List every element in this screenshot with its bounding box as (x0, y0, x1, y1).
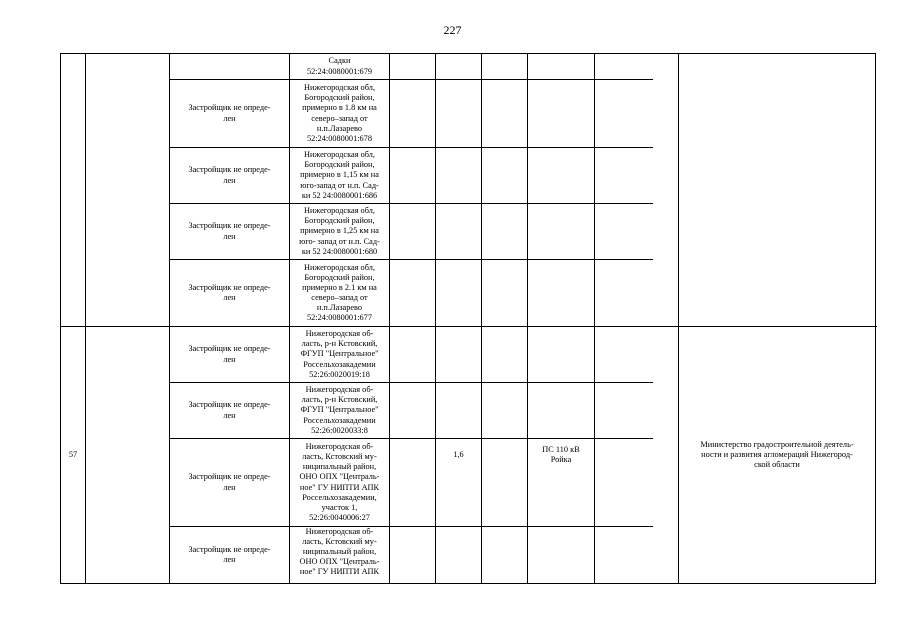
substation-cell: ПС 110 кВ Ройка (542, 444, 580, 464)
location-cell: Нижегородская об- ласть, Кстовский му- ниципальный район, ОНО ОПХ "Централь- ное" ГУ НИПТИ АПК (299, 527, 380, 577)
developer-cell: Застройщик не опреде- лен (188, 165, 271, 185)
column-divider (389, 54, 390, 583)
location-cell: Нижегородская обл, Богородский район, примерно в 2.1 км на северо–запад от н.п.Лазарево 52:24:0080001:677 (302, 262, 377, 323)
location-cell: Нижегородская обл, Богородский район, примерно в 1,25 км на юго- запад от н.п. Сад- ки 52 24:0080001:680 (299, 206, 380, 256)
location-cell: Нижегородская об- ласть, Кстовский му- ниципальный район, ОНО ОПХ "Централь- ное" ГУ НИПТИ АПК Россельхозакадемии, участок 1, 52:26:0040006:27 (299, 442, 380, 522)
table-frame (60, 53, 876, 584)
ministry-cell: Министерство градостроительной деятель- ности и развития агломераций Нижегород- ской области (700, 439, 854, 470)
value-cell: 1,6 (453, 449, 464, 459)
page-number: 227 (443, 23, 462, 37)
column-divider (85, 54, 86, 583)
developer-cell: Застройщик не опреде- лен (188, 472, 271, 492)
location-cell: Нижегородская обл, Богородский район, примерно в 1,15 км на юго-запад от н.п. Сад- ки 52 24:0080001:686 (300, 150, 379, 200)
developer-cell: Застройщик не опреде- лен (188, 544, 271, 564)
developer-cell: Застройщик не опреде- лен (188, 400, 271, 420)
column-divider (594, 54, 595, 583)
location-cell: Нижегородская обл, Богородский район, примерно в 1.8 км на северо–запад от н.п.Лазарево 52:24:0080001:678 (302, 83, 377, 143)
group-number: 57 (68, 449, 78, 459)
location-cell: Нижегородская об- ласть, р-н Кстовский, ФГУП "Центральное" Россельхозакадемии 52:26:0020019:18 (300, 329, 379, 379)
column-divider (481, 54, 482, 583)
location-cell: Нижегородская об- ласть, р-н Кстовский, ФГУП "Центральное" Россельхозакадемии 52:26:0020033:8 (300, 385, 379, 435)
developer-cell: Застройщик не опреде- лен (188, 344, 271, 364)
location-cell: Садки 52:24:0080001:679 (307, 56, 372, 76)
developer-cell: Застройщик не опреде- лен (188, 282, 271, 302)
developer-cell: Застройщик не опреде- лен (188, 221, 271, 241)
developer-cell: Застройщик не опреде- лен (188, 103, 271, 123)
